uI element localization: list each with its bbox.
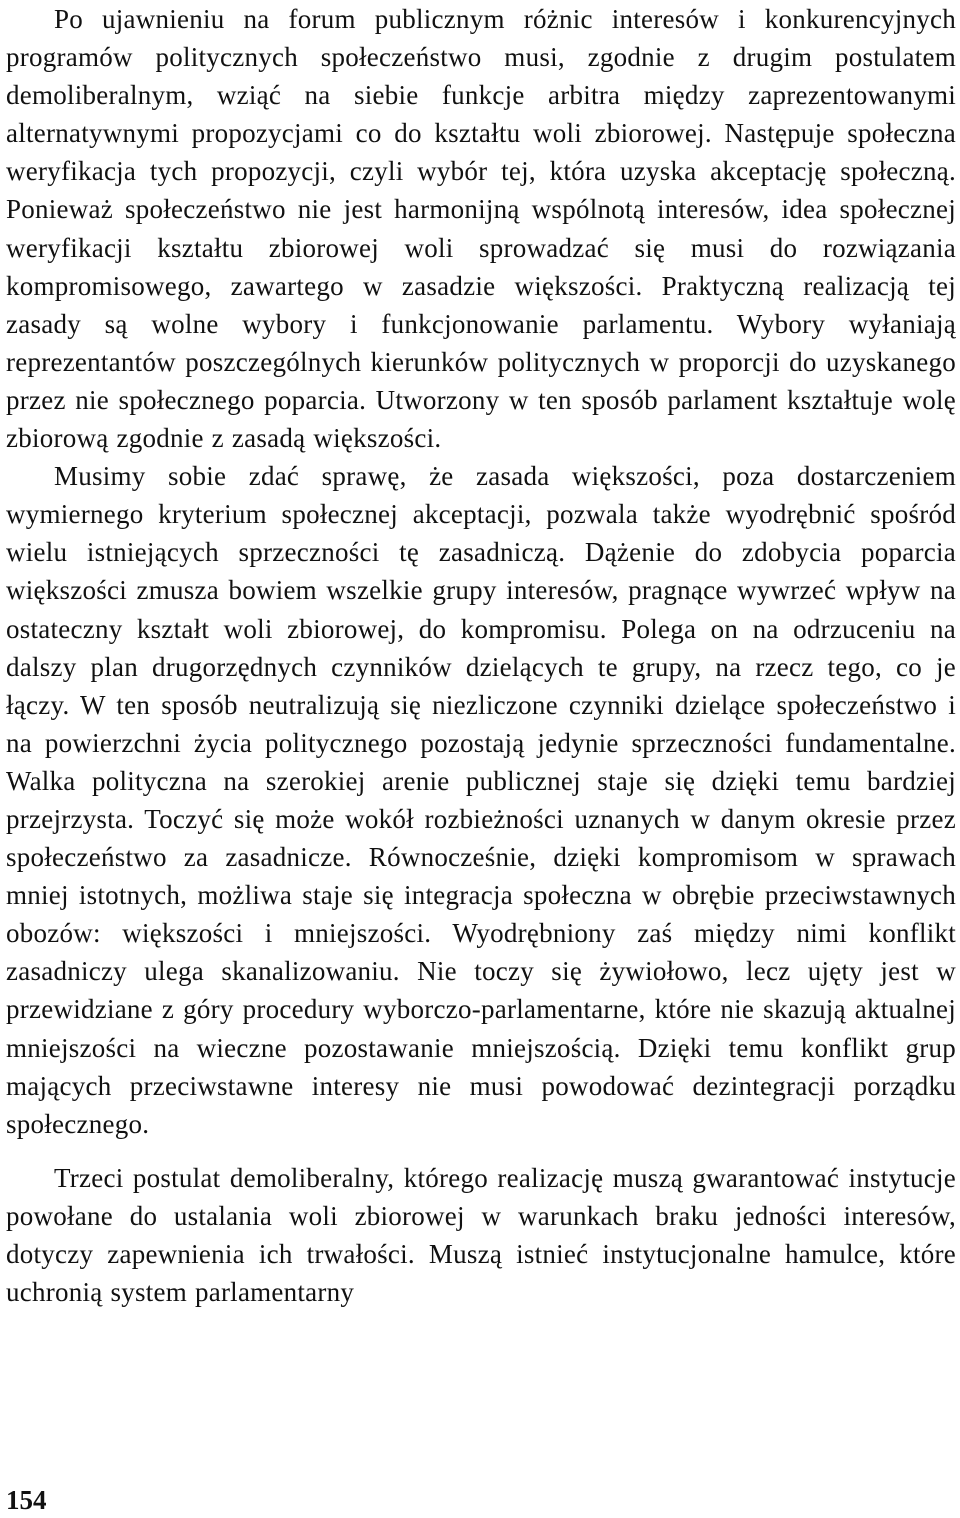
body-text <box>6 0 956 1311</box>
page-number: 154 <box>6 1485 47 1515</box>
document-page <box>6 0 956 1518</box>
paragraph-1: Po ujawnieniu na forum publicznym różnic interesów i konkurencyjnych programów politycznych społeczeństwo musi, zgodnie z drugim postulatem demoliberalnym, wziąć na siebie funkcje arbitra między zaprezentowanymi alternatywnymi propozycjami co do kształtu woli zbiorowej. Następuje społeczna weryfikacja tych propozycji, czyli wybór tej, która uzyska akceptację społeczną. Ponieważ społeczeństwo nie jest harmonijną wspólnotą interesów, idea społecznej weryfikacji kształtu zbiorowej woli sprowadzać się musi do rozwiązania kompromisowego, zawartego w zasadzie większości. Praktyczną realizacją tej zasady są wolne wybory i funkcjonowanie parlamentu. Wybory wyłaniają reprezentantów poszczególnych kierunków politycznych w proporcji do uzyskanego przez nie społecznego poparcia. Utworzony w ten sposób parlament kształtuje wolę zbiorową zgodnie z zasadą większości. <box>6 4 956 454</box>
paragraph-3: Trzeci postulat demoliberalny, którego realizację muszą gwarantować instytucje powołane do ustalania woli zbiorowej w warunkach braku jedności interesów, dotyczy zapewnienia ich trwałości. Muszą istnieć instytucjonalne hamulce, które uchronią system parlamentarny <box>6 1162 956 1308</box>
paragraph-2: Musimy sobie zdać sprawę, że zasada większości, poza dostarczeniem wymiernego kryterium społecznej akceptacji, pozwala także wyodrębnić spośród wielu istniejących sprzeczności tę zasadniczą. Dążenie do zdobycia poparcia większości zmusza bowiem wszelkie grupy interesów, pragnące wywrzeć wpływ na ostateczny kształt woli zbiorowej, do kompromisu. Polega on na odrzuceniu na dalszy plan drugorzędnych czynników dzielących te grupy, na rzecz tego, co je łączy. W ten sposób neutralizują się niezliczone czynniki dzielące społeczeństwo i na powierzchni życia politycznego pozostają jedynie sprzeczności fundamentalne. Walka polityczna na szerokiej arenie publicznej staje się dzięki temu bardziej przejrzysta. Toczyć się może wokół rozbieżności uznanych w danym okresie przez społeczeństwo za zasadnicze. Równocześnie, dzięki kompromisom w sprawach mniej istotnych, możliwa staje się integracja społeczna w obrębie przeciwstawnych obozów: większości i mniejszości. Wyodrębniony zaś między nimi konflikt zasadniczy ulega skanalizowaniu. Nie toczy się żywiołowo, lecz ujęty jest w przewidziane z góry procedury wyborczo-parlamentarne, które nie skazują aktualnej mniejszości na wieczne pozostawanie mniejszością. Dzięki temu konflikt grup mających przeciwstawne interesy nie musi powodować dezintegracji porządku społecznego. <box>6 461 956 1139</box>
